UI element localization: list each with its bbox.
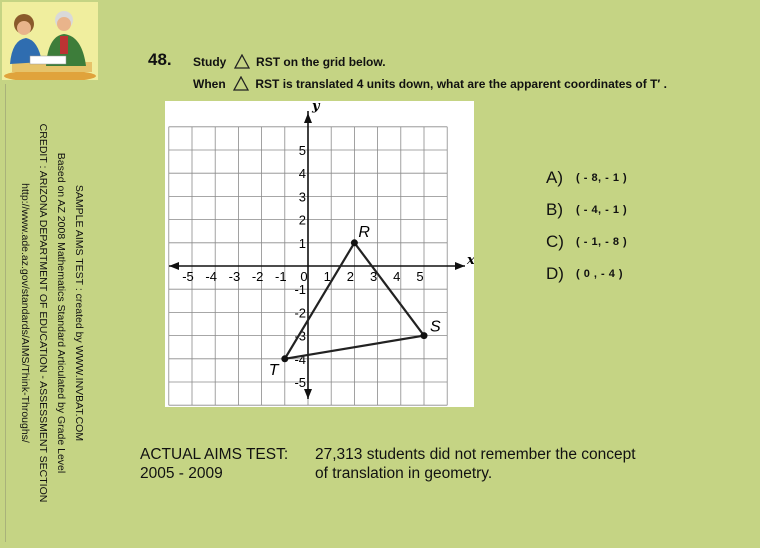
question-line-1 [193, 54, 386, 69]
x-axis-label: x [467, 253, 474, 268]
triangle-icon [233, 76, 249, 91]
x-tick-label: 4 [393, 269, 401, 284]
x-axis-arrow-icon [455, 262, 465, 270]
when-text: RST is translated 4 units down, what are the apparent coordinates of T′ . [255, 77, 667, 91]
sidebar [0, 0, 102, 548]
y-axis-arrow-icon [304, 389, 312, 399]
vertex-label: S [430, 318, 441, 336]
credit-line: http://www.ade.az.gov/standards/AIMS/Think-Throughs/ [19, 183, 31, 443]
x-tick-label: 3 [369, 269, 378, 284]
question-line-2 [193, 76, 667, 91]
coordinate-grid [165, 101, 474, 407]
credit-line: CREDIT : ARIZONA DEPARTMENT OF EDUCATION - ASSESSMENT SECTION [37, 123, 49, 503]
x-tick-label: 0 [300, 269, 308, 284]
triangle-icon [234, 54, 250, 69]
y-tick-label: -3 [294, 328, 306, 344]
teacher-student-clipart-icon [2, 2, 98, 80]
x-tick-label: -5 [182, 269, 194, 284]
vertex-label: T [268, 361, 279, 379]
vertex-point [351, 239, 358, 246]
when-word: When [193, 77, 226, 91]
x-tick-label: 5 [416, 269, 424, 284]
study-word: Study [193, 55, 227, 69]
vertex-point [421, 332, 428, 339]
answer-choice-c[interactable]: C) ( - 1, - 8 ) [546, 232, 628, 251]
question-number: 48. [148, 50, 172, 69]
credit-line: Based on AZ 2008 Mathematics Standard Articulated by Grade Level [55, 152, 67, 474]
y-tick-label: -5 [294, 375, 306, 390]
x-tick-label: -2 [251, 269, 264, 284]
credit-line: SAMPLE AIMS TEST : created by WWW.INVBAT.COM [73, 184, 85, 442]
x-tick-label: -3 [228, 269, 241, 284]
answer-choice-b[interactable]: B) ( - 4, - 1 ) [546, 200, 628, 219]
y-tick-label: -4 [294, 351, 306, 367]
y-axis-arrow-icon [304, 113, 312, 123]
x-tick-label: -4 [205, 269, 217, 284]
answer-choice-a[interactable]: A) ( - 8, - 1 ) [546, 168, 628, 187]
x-tick-label: 1 [323, 269, 331, 284]
study-text: RST on the grid below. [256, 55, 386, 69]
coordinate-grid-panel [165, 101, 474, 407]
credits-strip [5, 84, 98, 542]
footer-label-2: 2005 - 2009 [140, 465, 223, 482]
y-tick-label: -1 [294, 282, 306, 298]
y-tick-label: -2 [294, 305, 306, 321]
x-tick-label: -1 [275, 269, 287, 284]
y-tick-label: 4 [298, 166, 306, 182]
footer-text-1: 27,313 students did not remember the concept [315, 446, 636, 463]
x-tick-label: 2 [346, 269, 355, 284]
y-tick-label: 3 [298, 189, 306, 205]
footer-note [140, 445, 636, 483]
answer-choice-d[interactable]: D) ( 0 , - 4 ) [546, 264, 624, 283]
y-tick-label: 5 [298, 143, 306, 158]
answer-choices [546, 162, 627, 290]
x-axis-arrow-icon [169, 262, 179, 270]
vertex-point [281, 355, 288, 362]
y-tick-label: 2 [298, 212, 306, 228]
y-axis-label: y [312, 101, 320, 114]
vertex-label: R [358, 223, 370, 241]
footer-label-1: ACTUAL AIMS TEST: [140, 446, 289, 463]
y-tick-label: 1 [298, 235, 306, 251]
footer-text-2: of translation in geometry. [315, 465, 493, 482]
